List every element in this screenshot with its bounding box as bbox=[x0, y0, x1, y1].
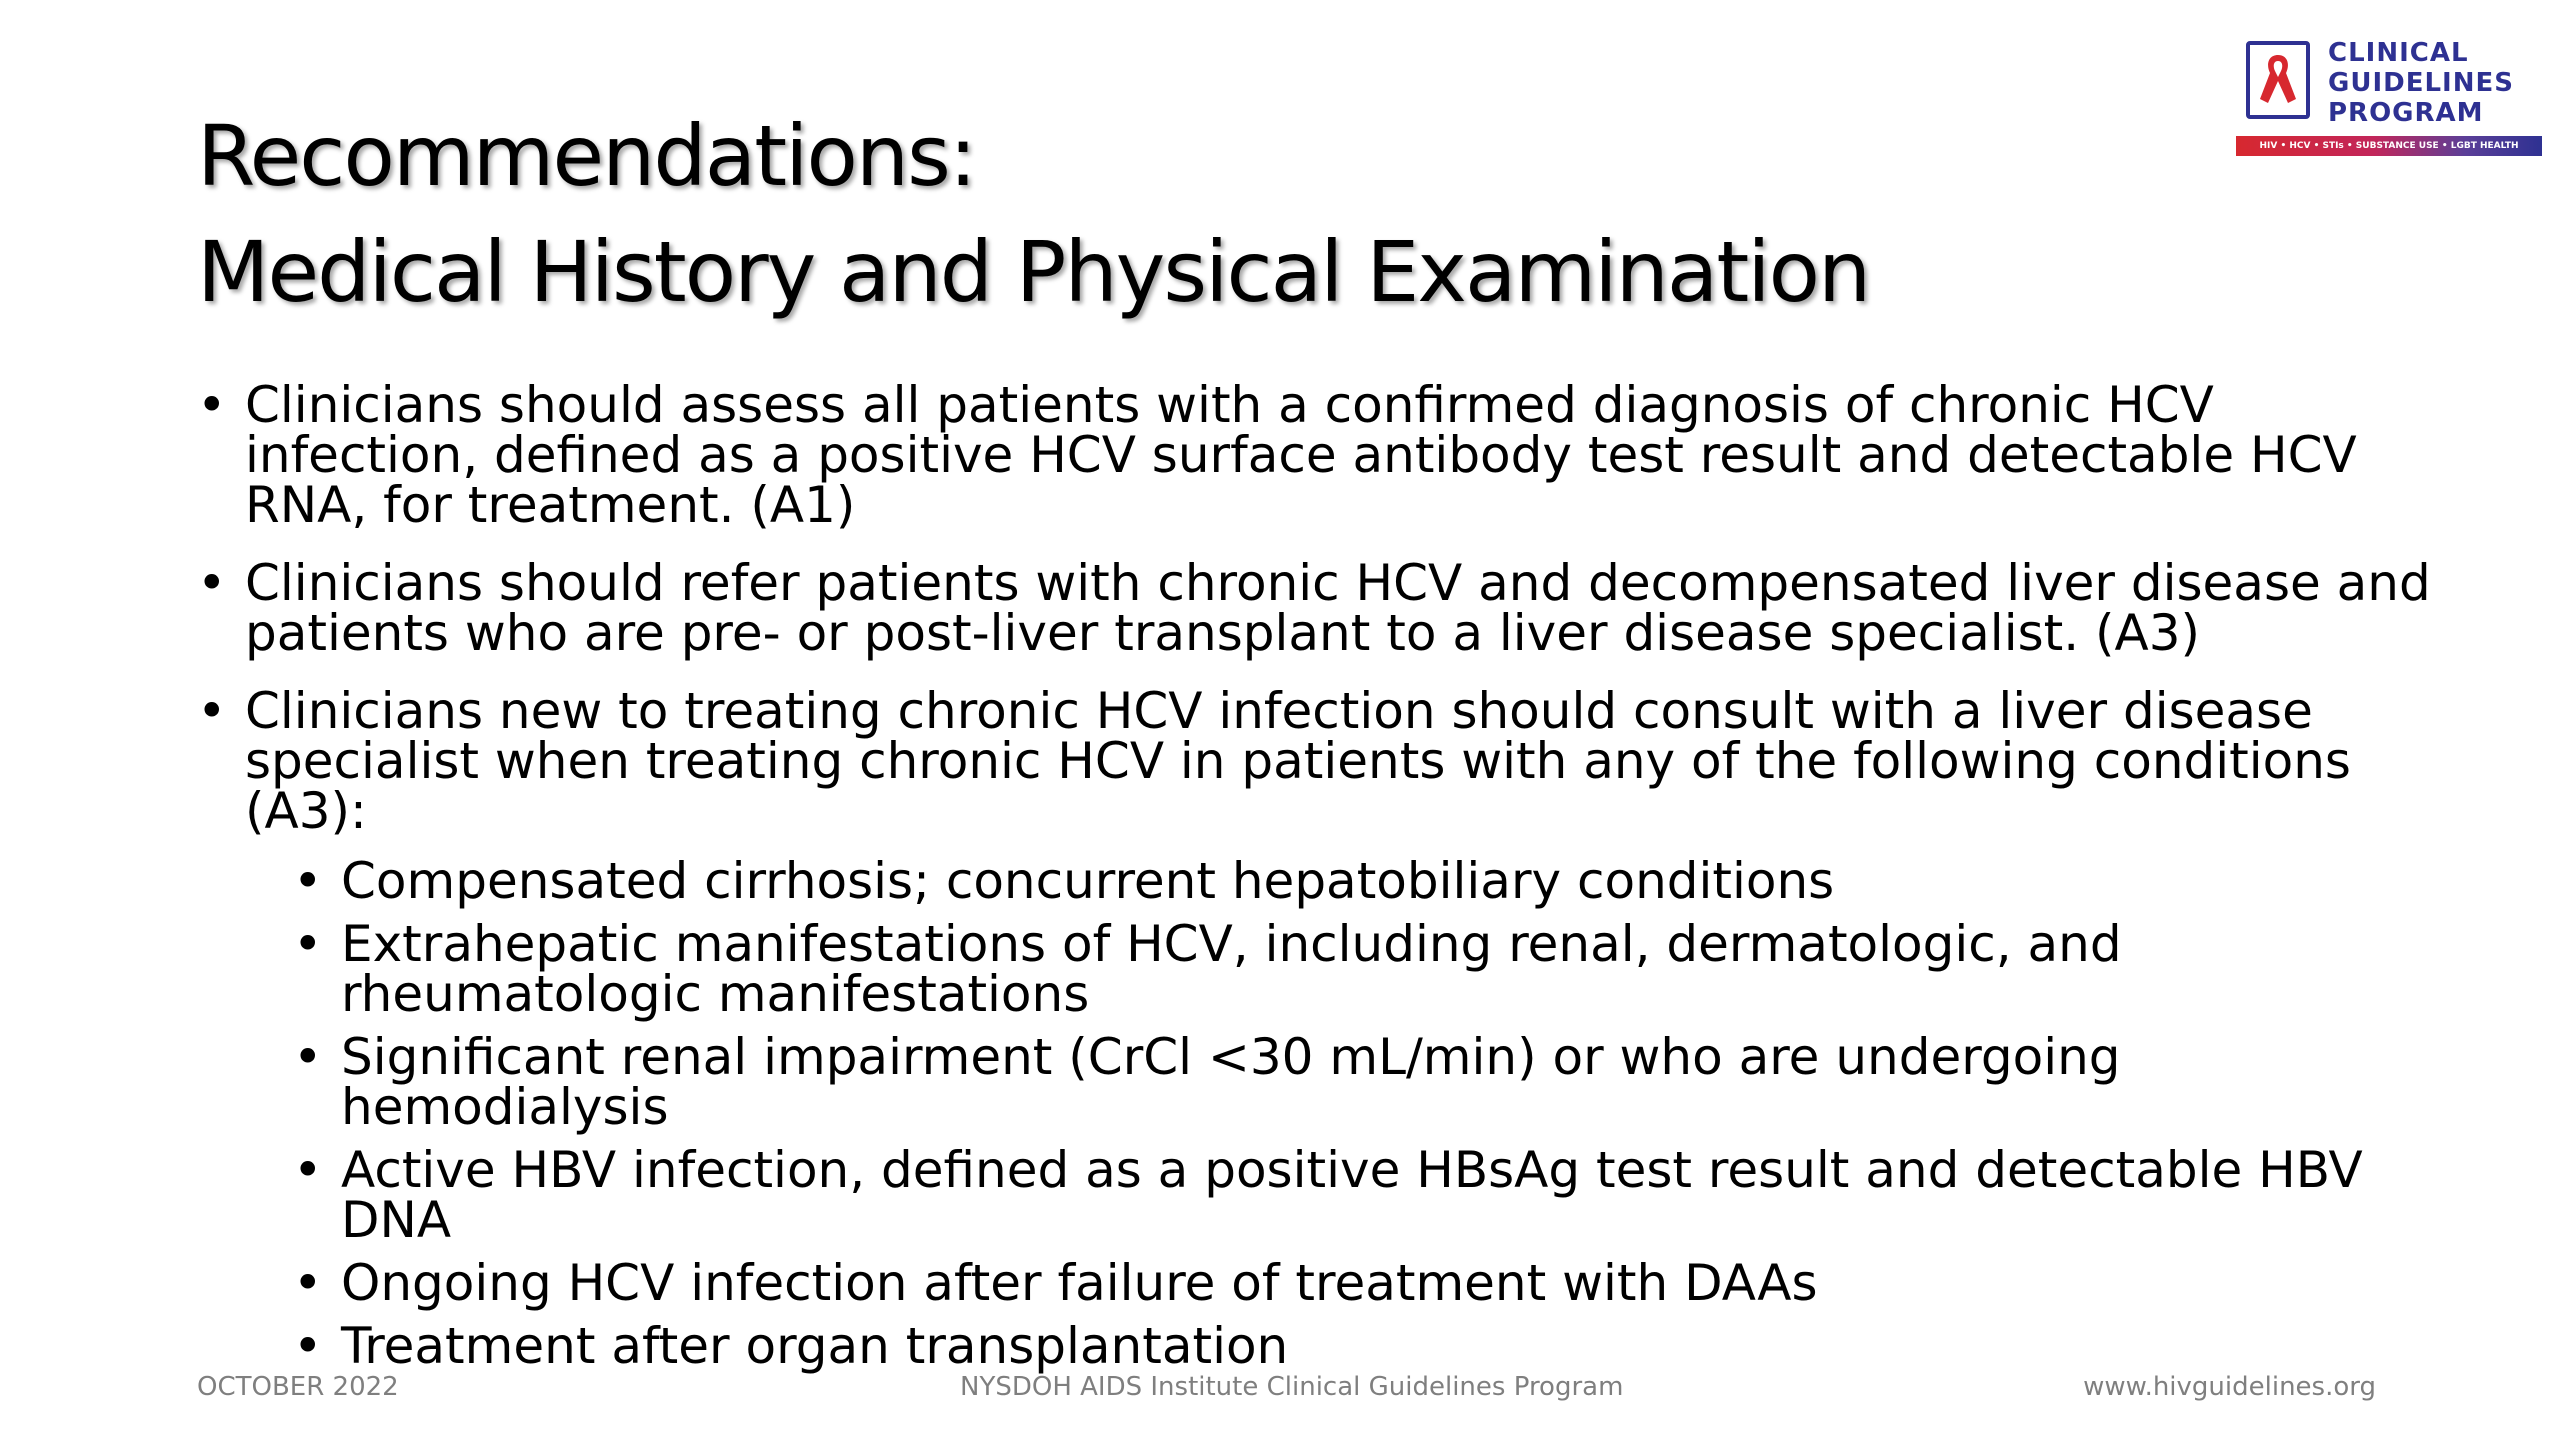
title-line-1: Recommendations: bbox=[197, 107, 976, 205]
condition-item: • Significant renal impairment (CrCl <30 mL/min) or who are undergoing hemodialysis bbox=[293, 1032, 2437, 1132]
footer-program: NYSDOH AIDS Institute Clinical Guidelines Program bbox=[960, 1372, 1624, 1402]
recommendation-list bbox=[197, 376, 2437, 1375]
logo-tagline-bar: HIV • HCV • STIs • SUBSTANCE USE • LGBT HEALTH bbox=[2236, 136, 2542, 156]
logo-wordmark bbox=[2328, 38, 2514, 128]
title-line-2: Medical History and Physical Examination bbox=[197, 223, 1870, 321]
recommendation-item bbox=[197, 682, 2437, 1375]
recommendation-text: Clinicians new to treating chronic HCV infection should consult with a liver disease specialist when treating chronic HCV in patients with any of the following conditions (A3): bbox=[245, 682, 2351, 840]
awareness-ribbon-icon bbox=[2256, 51, 2300, 109]
condition-item: • Ongoing HCV infection after failure of treatment with DAAs bbox=[293, 1258, 2437, 1308]
footer-date: OCTOBER 2022 bbox=[197, 1372, 399, 1402]
condition-list bbox=[245, 852, 2437, 1375]
logo-line-1: CLINICAL bbox=[2328, 38, 2469, 68]
recommendation-item bbox=[197, 554, 2437, 662]
recommendation-text: Clinicians should assess all patients with a confirmed diagnosis of chronic HCV infection, defined as a positive HCV surface antibody test result and detectable HCV RNA, for treatment. (A1) bbox=[245, 376, 2357, 534]
recommendation-text: Clinicians should refer patients with chronic HCV and decompensated liver disease and patients who are pre- or post-liver transplant to a liver disease specialist. (A3) bbox=[245, 554, 2431, 662]
logo-line-3: PROGRAM bbox=[2328, 98, 2484, 128]
recommendation-item bbox=[197, 376, 2437, 534]
condition-item: • Treatment after organ transplantation bbox=[293, 1321, 2437, 1371]
clinical-guidelines-program-logo bbox=[2236, 38, 2542, 162]
slide-title bbox=[197, 98, 2097, 330]
slide-body bbox=[197, 376, 2437, 1399]
footer-website-link[interactable]: www.hivguidelines.org bbox=[2083, 1372, 2376, 1402]
condition-item: • Active HBV infection, defined as a positive HBsAg test result and detectable HBV DNA bbox=[293, 1145, 2437, 1245]
logo-line-2: GUIDELINES bbox=[2328, 68, 2514, 98]
logo-emblem bbox=[2246, 41, 2310, 119]
condition-item: • Compensated cirrhosis; concurrent hepatobiliary conditions bbox=[293, 856, 2437, 906]
condition-item: • Extrahepatic manifestations of HCV, including renal, dermatologic, and rheumatologic manifestations bbox=[293, 919, 2437, 1019]
